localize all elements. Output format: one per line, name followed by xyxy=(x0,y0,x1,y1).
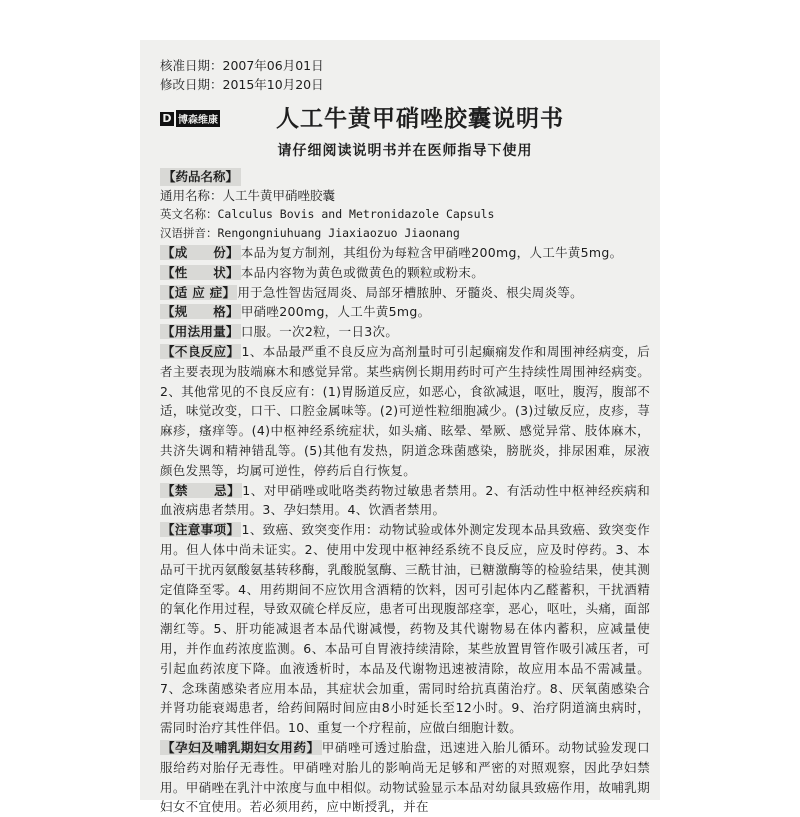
section-specification xyxy=(160,302,650,322)
section-precautions xyxy=(160,520,650,738)
ingredients-text: 本品为复方制剂，其组份为每粒含甲硝唑200mg，人工牛黄5mg。 xyxy=(240,245,623,260)
section-adverse-reactions xyxy=(160,342,650,481)
adverse-label: 【不良反应】 xyxy=(162,343,240,359)
precautions-label: 【注意事项】 xyxy=(162,522,240,538)
brand-logo xyxy=(160,110,220,127)
contraindications-text: 1、对甲硝唑或吡咯类药物过敏患者禁用。2、有活动性中枢神经疾病和血液病患者禁用。3、孕妇禁用。4、饮酒者禁用。 xyxy=(160,482,650,518)
indications-text: 用于急性智齿冠周炎、局部牙槽脓肿、牙髓炎、根尖周炎等。 xyxy=(237,284,583,300)
description-label: 【性 状】 xyxy=(162,264,239,280)
title-row xyxy=(160,98,650,138)
section-description xyxy=(160,263,650,283)
document-title: 人工牛黄甲硝唑胶囊说明书 xyxy=(276,106,564,132)
logo-mark-icon: D xyxy=(160,112,174,126)
document-subtitle: 请仔细阅读说明书并在医师指导下使用 xyxy=(277,143,533,159)
drug-name-header: 【药品名称】 xyxy=(160,168,241,186)
adverse-text: 1、本品最严重不良反应为高剂量时可引起癫痫发作和周围神经病变，后者主要表现为肢端麻木和感觉异常。某些病例长期用药时可产生持续性周围神经病变。2、其他常见的不良反应有：(1)胃肠道反应，如恶心，食欲减退，呕吐，腹泻，腹部不适，味觉改变，口干、口腔金属味等。(2)可逆性粒细胞减少。(3)过敏反应，皮疹，荨麻疹，瘙痒等。(4)中枢神经系统症状，如头痛、眩晕、晕厥、感觉异常、肢体麻木，共济失调和精神错乱等。(5)其他有发热，阴道念珠菌感染，膀胱炎，排尿困难，尿液颜色发黑等，均属可逆性，停药后自行恢复。 xyxy=(160,343,650,478)
pinyin-name: 汉语拼音：Rengongniuhuang Jiaxiaozuo Jiaonang xyxy=(160,226,460,240)
specification-label: 【规 格】 xyxy=(162,304,239,320)
date-block xyxy=(160,56,650,94)
english-name: 英文名称：Calculus Bovis and Metronidazole Capsuls xyxy=(160,207,495,221)
pregnancy-text: 甲硝唑可透过胎盘，迅速进入胎儿循环。动物试验发现口服给药对胎仔无毒性。甲硝唑对胎儿的影响尚无足够和严密的对照观察，因此孕妇禁用。甲硝唑在乳汁中浓度与血中相似。动物试验显示本品对幼鼠具致癌作用，故哺乳期妇女不宜使用。若必须用药，应中断授乳，并在 xyxy=(160,739,650,815)
contraindications-label: 【禁 忌】 xyxy=(162,482,241,498)
dosage-label: 【用法用量】 xyxy=(162,324,239,340)
section-indications xyxy=(160,283,650,303)
ingredients-label: 【成 份】 xyxy=(162,245,239,260)
revision-date: 修改日期：2015年10月20日 xyxy=(160,77,324,92)
logo-text: 博森维康 xyxy=(176,110,220,127)
section-drug-name xyxy=(160,166,650,243)
pregnancy-label: 【孕妇及哺乳期妇女用药】 xyxy=(162,739,320,755)
indications-label: 【适 应 症】 xyxy=(162,284,236,300)
section-contraindications xyxy=(160,481,650,521)
section-ingredients xyxy=(160,243,650,263)
section-pregnancy xyxy=(160,738,650,817)
description-text: 本品内容物为黄色或微黄色的颗粒或粉末。 xyxy=(240,264,485,280)
section-dosage xyxy=(160,322,650,342)
common-name: 通用名称：人工牛黄甲硝唑胶囊 xyxy=(160,188,336,203)
approval-date: 核准日期：2007年06月01日 xyxy=(160,58,324,73)
dosage-text: 口服。一次2粒，一日3次。 xyxy=(240,324,399,340)
specification-text: 甲硝唑200mg，人工牛黄5mg。 xyxy=(240,304,431,320)
precautions-text: 1、致癌、致突变作用：动物试验或体外测定发现本品具致癌、致突变作用。但人体中尚未证实。2、使用中发现中枢神经系统不良反应，应及时停药。3、本品可干扰丙氨酸氨基转移酶，乳酸脱氢酶、三酰甘油，已糖激酶等的检验结果，使其测定值降至零。4、用药期间不应饮用含酒精的饮料，因可引起体内乙醛蓄积，干扰酒精的氧化作用过程，导致双硫仑样反应，患者可出现腹部痉挛，恶心，呕吐，头痛，面部潮红等。5、肝功能减退者本品代谢减慢，药物及其代谢物易在体内蓄积，应减量使用，并作血药浓度监测。6、本品可自胃液持续清除，某些放置胃管作吸引减压者，可引起血药浓度下降。血液透析时，本品及代谢物迅速被清除，故应用本品不需减量。7、念珠菌感染者应用本品，其症状会加重，需同时给抗真菌治疗。8、厌氧菌感染合并肾功能衰竭患者，给药间隔时间应由8小时延长至12小时。9、治疗阴道滴虫病时，需同时治疗其性伴侣。10、重复一个疗程前，应做白细胞计数。 xyxy=(160,522,650,736)
leaflet-sheet xyxy=(140,40,660,815)
